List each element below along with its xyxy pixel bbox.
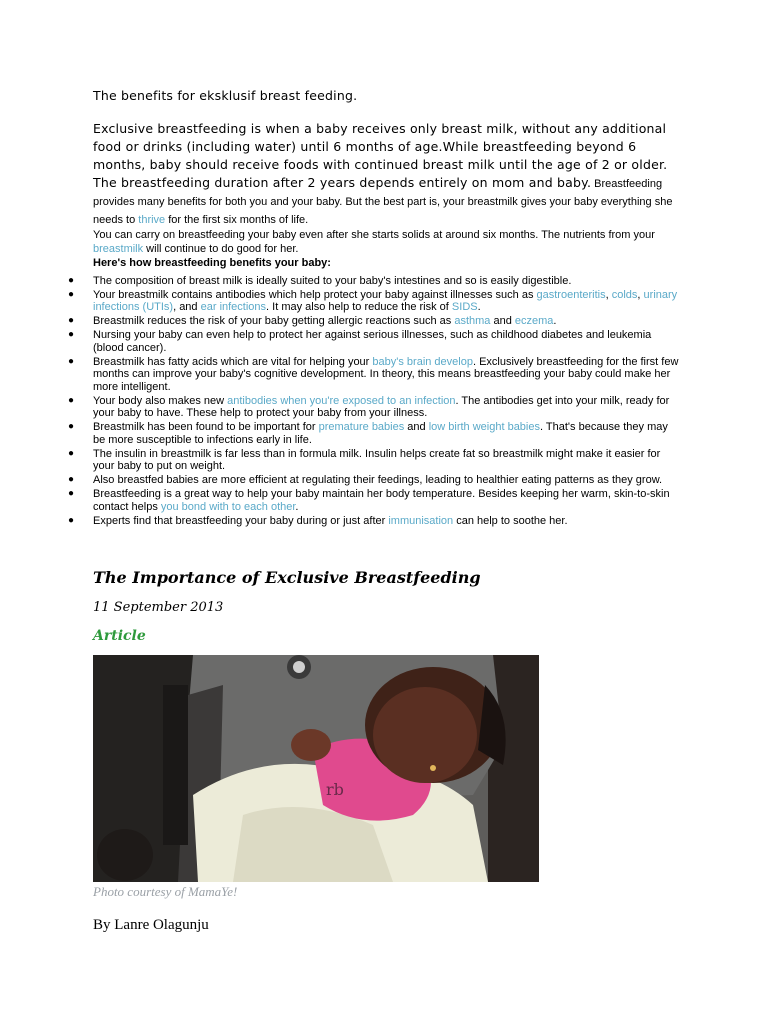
- article-title[interactable]: The Importance of Exclusive Breastfeeding: [93, 568, 481, 587]
- bullet-icon: ●: [68, 355, 75, 367]
- photo-caption: Photo courtesy of MamaYe!: [93, 884, 238, 899]
- benefit-text: and: [404, 421, 429, 434]
- benefit-item: [68, 515, 680, 528]
- benefit-link[interactable]: low birth weight babies: [428, 421, 540, 434]
- intro-section: [93, 120, 683, 271]
- benefit-text: Your breastmilk contains antibodies which help protect your baby against illnesses such as: [93, 288, 537, 301]
- benefit-text: , and: [173, 301, 201, 314]
- benefit-text: . Exclusively breastfeeding for the first few months can improve your baby's cognitive development. In theory, this means breastfeeding your baby could make her more intelligent.: [93, 355, 679, 393]
- bullet-icon: ●: [68, 315, 75, 327]
- intro-p2-end: will continue to do good for her.: [143, 243, 299, 256]
- benefits-list: [68, 275, 680, 529]
- benefit-link[interactable]: antibodies when you're exposed to an infection: [227, 394, 456, 407]
- benefit-item: [68, 275, 680, 288]
- intro-paragraph-2: [93, 228, 683, 256]
- benefit-text: and: [490, 315, 515, 328]
- benefit-link[interactable]: gastroenteritis: [536, 288, 606, 301]
- benefit-text: ,: [637, 288, 644, 301]
- benefit-text: Your body also makes new: [93, 394, 228, 407]
- thrive-link[interactable]: thrive: [138, 214, 166, 226]
- breastmilk-link[interactable]: breastmilk: [93, 243, 144, 256]
- benefit-text: Nursing your baby can even help to protect her against serious illnesses, such as childhood diabetes and leukemia (blood cancer).: [93, 329, 652, 354]
- byline: By Lanre Olagunju: [93, 917, 209, 933]
- benefit-text: Also breastfed babies are more efficient at regulating their feedings, leading to healthier eating patterns as they grow.: [93, 474, 663, 487]
- intro-p1-end: for the first six months of life.: [165, 214, 309, 226]
- benefit-item: [68, 289, 680, 314]
- benefit-text: Breastmilk has fatty acids which are vital for helping your: [93, 355, 373, 368]
- benefit-text: The composition of breast milk is ideally suited to your baby's intestines and so is easily digestible.: [93, 275, 572, 287]
- benefit-item: [68, 448, 680, 473]
- benefit-text: . That's because they may be more susceptible to infections early in life.: [93, 421, 668, 446]
- article-date: 11 September 2013: [93, 600, 224, 615]
- benefit-text: . It may also help to reduce the risk of: [266, 301, 452, 314]
- benefit-text: can help to soothe her.: [453, 514, 568, 527]
- intro-p2-start: You can carry on breastfeeding your baby even after she starts solids at around six months. The nutrients from your: [93, 229, 655, 241]
- bullet-icon: ●: [68, 275, 75, 286]
- benefit-text: .: [477, 301, 481, 314]
- benefit-link[interactable]: ear infections: [200, 301, 267, 314]
- benefit-link[interactable]: you bond with to each other: [160, 500, 296, 513]
- bullet-icon: ●: [68, 474, 75, 486]
- benefit-item: [68, 329, 680, 354]
- bullet-icon: ●: [68, 329, 75, 341]
- benefit-link[interactable]: eczema: [514, 315, 554, 328]
- benefit-item: [68, 421, 680, 446]
- bullet-icon: ●: [68, 488, 75, 500]
- benefit-item: [68, 488, 680, 513]
- bullet-icon: ●: [68, 514, 75, 526]
- bullet-icon: ●: [68, 421, 75, 433]
- article-tag[interactable]: Article: [93, 628, 146, 644]
- benefit-text: .: [295, 500, 299, 513]
- page-title: The benefits for eksklusif breast feeding.: [93, 88, 358, 103]
- benefit-text: Breastmilk reduces the risk of your baby getting allergic reactions such as: [93, 315, 455, 328]
- benefit-text: Experts find that breastfeeding your baby during or just after: [93, 514, 389, 527]
- benefit-link[interactable]: premature babies: [318, 421, 405, 434]
- benefit-link[interactable]: SIDS: [451, 301, 478, 314]
- mother-baby-photo: [93, 655, 539, 882]
- bullet-icon: ●: [68, 394, 75, 406]
- benefit-item: [68, 474, 680, 487]
- benefit-text: The insulin in breastmilk is far less than in formula milk. Insulin helps create fat so breastmilk might make it easier for your baby to put on weight.: [93, 447, 661, 473]
- benefit-text: Breastmilk has been found to be important for: [93, 421, 319, 434]
- benefit-link[interactable]: baby's brain develop: [372, 355, 473, 368]
- benefit-link[interactable]: colds: [611, 288, 638, 301]
- photo-illustration: [93, 655, 539, 882]
- intro-p1-start: Breastfeeding provides many benefits for both you and your baby. But the best part is, your breastmilk gives your baby everything she needs to: [93, 178, 673, 226]
- benefit-text: ,: [605, 288, 612, 301]
- benefit-item: [68, 315, 680, 328]
- benefit-item: [68, 356, 680, 394]
- bullet-icon: ●: [68, 288, 75, 300]
- benefit-text: .: [553, 315, 557, 328]
- benefit-text: Breastfeeding is a great way to help your baby maintain her body temperature. Besides keeping her warm, skin-to-skin contact helps: [93, 488, 670, 513]
- intro-wide-text: Exclusive breastfeeding is when a baby receives only breast milk, without any additional food or drinks (including water) until 6 months of age.While breastfeeding beyond 6 months, baby should receive foods with continued breast milk until the age of 2 or older. The breastfeeding duration after 2 years depends entirely on mom and baby.: [93, 121, 668, 190]
- benefit-link[interactable]: urinary infections (UTIs): [93, 288, 678, 314]
- benefit-link[interactable]: immunisation: [388, 514, 454, 527]
- svg-text:rb: rb: [326, 780, 344, 799]
- benefit-text: . The antibodies get into your milk, ready for your baby to have. These help to protect your baby from your illness.: [93, 394, 670, 420]
- benefits-heading: Here's how breastfeeding benefits your baby:: [93, 257, 331, 270]
- benefit-link[interactable]: asthma: [454, 315, 491, 328]
- bullet-icon: ●: [68, 447, 75, 459]
- benefit-item: [68, 395, 680, 420]
